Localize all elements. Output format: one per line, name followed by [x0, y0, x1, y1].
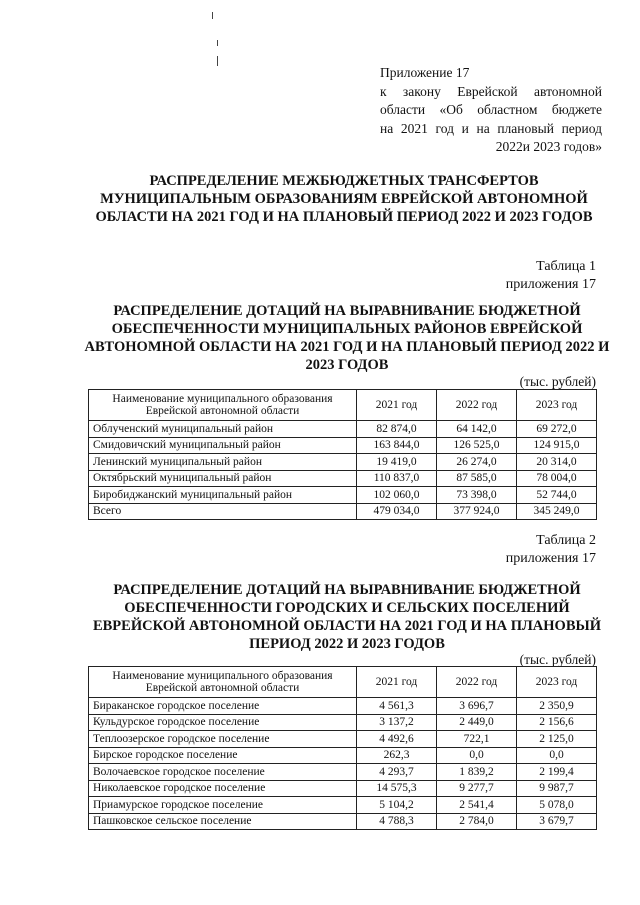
table1-header-row: [89, 390, 597, 421]
value-2021: 262,3: [357, 747, 437, 764]
value-2023: 78 004,0: [517, 470, 597, 487]
table2: [88, 666, 597, 830]
row-name: Бирское городское поселение: [89, 747, 357, 764]
value-2021: 4 293,7: [357, 764, 437, 781]
row-name: Николаевское городское поселение: [89, 780, 357, 797]
value-2023: 2 199,4: [517, 764, 597, 781]
value-2023: 52 744,0: [517, 487, 597, 504]
table1-header-name: [89, 390, 357, 421]
table1-header-2022: 2022 год: [437, 390, 517, 421]
value-2021: 102 060,0: [357, 487, 437, 504]
row-name: Смидовичский муниципальный район: [89, 437, 357, 454]
header-name-line1: Наименование муниципального образования: [112, 392, 333, 405]
value-2023: 69 272,0: [517, 421, 597, 438]
row-name: Волочаевское городское поселение: [89, 764, 357, 781]
table1-units: (тыс. рублей): [519, 374, 596, 389]
value-2023: 0,0: [517, 747, 597, 764]
value-2022: 722,1: [437, 731, 517, 748]
value-2022: 3 696,7: [437, 698, 517, 715]
value-2022: 1 839,2: [437, 764, 517, 781]
table-row: [89, 813, 597, 830]
table2-header-2022: 2022 год: [437, 667, 517, 698]
table-row: [89, 454, 597, 471]
row-name: Бираканское городское поселение: [89, 698, 357, 715]
value-2023: 2 156,6: [517, 714, 597, 731]
appendix-line: 2022и 2023 годов»: [495, 139, 602, 154]
table1-label-line1: Таблица 1: [536, 259, 596, 274]
row-name: Ленинский муниципальный район: [89, 454, 357, 471]
appendix-line: области «Об областном бюджете: [380, 102, 602, 117]
table-row: [89, 421, 597, 438]
table1-header-2021: 2021 год: [357, 390, 437, 421]
appendix-line: Приложение 17: [380, 65, 470, 80]
value-2022: 73 398,0: [437, 487, 517, 504]
value-2023: 124 915,0: [517, 437, 597, 454]
scan-mark: [212, 12, 213, 19]
value-2022: 9 277,7: [437, 780, 517, 797]
value-2021: 14 575,3: [357, 780, 437, 797]
row-name: Облученский муниципальный район: [89, 421, 357, 438]
value-2022: 64 142,0: [437, 421, 517, 438]
appendix-header: [380, 64, 602, 157]
row-name: Биробиджанский муниципальный район: [89, 487, 357, 504]
table-row: [89, 764, 597, 781]
table-row: [89, 437, 597, 454]
table2-label-line1: Таблица 2: [536, 533, 596, 548]
row-name: Октябрьский муниципальный район: [89, 470, 357, 487]
row-name: Кульдурское городское поселение: [89, 714, 357, 731]
value-2022: 0,0: [437, 747, 517, 764]
value-2023: 2 350,9: [517, 698, 597, 715]
table-row: [89, 698, 597, 715]
row-name: Приамурское городское поселение: [89, 797, 357, 814]
appendix-line: на 2021 год и на плановый период: [380, 120, 602, 136]
value-2021: 4 492,6: [357, 731, 437, 748]
table2-label: [506, 532, 596, 568]
value-2022: 2 784,0: [437, 813, 517, 830]
value-2023: 345 249,0: [517, 503, 597, 520]
table1-title: РАСПРЕДЕЛЕНИЕ ДОТАЦИЙ НА ВЫРАВНИВАНИЕ БЮДЖЕТНОЙ ОБЕСПЕЧЕННОСТИ МУНИЦИПАЛЬНЫХ РАЙОНОВ ЕВРЕЙСКОЙ АВТОНОМНОЙ ОБЛАСТИ НА 2021 ГОД И НА ПЛАНОВЫЙ ПЕРИОД 2022 И 2023 ГОДОВ: [84, 303, 610, 373]
row-name: Всего: [89, 503, 357, 520]
value-2021: 3 137,2: [357, 714, 437, 731]
table-row: [89, 487, 597, 504]
table1-label-line2: приложения 17: [505, 277, 596, 292]
value-2021: 4 561,3: [357, 698, 437, 715]
value-2023: 9 987,7: [517, 780, 597, 797]
value-2023: 2 125,0: [517, 731, 597, 748]
value-2021: 82 874,0: [357, 421, 437, 438]
scan-mark: [217, 40, 218, 46]
table-row: [89, 747, 597, 764]
table2-header-2021: 2021 год: [357, 667, 437, 698]
value-2022: 126 525,0: [437, 437, 517, 454]
table1-label: [506, 258, 596, 294]
value-2021: 110 837,0: [357, 470, 437, 487]
appendix-line: к закону Еврейской автономной: [380, 83, 602, 99]
table-row: [89, 780, 597, 797]
value-2021: 163 844,0: [357, 437, 437, 454]
table-row: [89, 731, 597, 748]
table-row: [89, 470, 597, 487]
value-2022: 2 449,0: [437, 714, 517, 731]
table2-header-row: [89, 667, 597, 698]
document-title: РАСПРЕДЕЛЕНИЕ МЕЖБЮДЖЕТНЫХ ТРАНСФЕРТОВ МУНИЦИПАЛЬНЫМ ОБРАЗОВАНИЯМ ЕВРЕЙСКОЙ АВТОНОМНОЙ ОБЛАСТИ НА 2021 ГОД И НА ПЛАНОВЫЙ ПЕРИОД 2022 И 2023 ГОДОВ: [95, 173, 593, 225]
row-name: Пашковское сельское поселение: [89, 813, 357, 830]
table-row: [89, 714, 597, 731]
value-2022: 2 541,4: [437, 797, 517, 814]
table2-label-line2: приложения 17: [505, 551, 596, 566]
table-row: [89, 503, 597, 520]
value-2021: 4 788,3: [357, 813, 437, 830]
header-name-line1: Наименование муниципального образования: [112, 669, 333, 682]
header-name-line2: Еврейской автономной области: [145, 682, 300, 694]
value-2021: 5 104,2: [357, 797, 437, 814]
value-2023: 5 078,0: [517, 797, 597, 814]
table-row: [89, 797, 597, 814]
table2-header-2023: 2023 год: [517, 667, 597, 698]
table2-title: РАСПРЕДЕЛЕНИЕ ДОТАЦИЙ НА ВЫРАВНИВАНИЕ БЮДЖЕТНОЙ ОБЕСПЕЧЕННОСТИ ГОРОДСКИХ И СЕЛЬСКИХ ПОСЕЛЕНИЙ ЕВРЕЙСКОЙ АВТОНОМНОЙ ОБЛАСТИ НА 2021 ГОД И НА ПЛАНОВЫЙ ПЕРИОД 2022 И 2023 ГОДОВ: [92, 582, 602, 652]
value-2021: 479 034,0: [357, 503, 437, 520]
table2-header-name: [89, 667, 357, 698]
value-2022: 377 924,0: [437, 503, 517, 520]
table1-header-2023: 2023 год: [517, 390, 597, 421]
value-2023: 3 679,7: [517, 813, 597, 830]
scan-mark: [217, 56, 218, 66]
row-name: Теплоозерское городское поселение: [89, 731, 357, 748]
header-name-line2: Еврейской автономной области: [145, 405, 300, 417]
value-2021: 19 419,0: [357, 454, 437, 471]
table1: [88, 389, 597, 520]
value-2023: 20 314,0: [517, 454, 597, 471]
table2-units: (тыс. рублей): [519, 652, 596, 667]
value-2022: 26 274,0: [437, 454, 517, 471]
value-2022: 87 585,0: [437, 470, 517, 487]
